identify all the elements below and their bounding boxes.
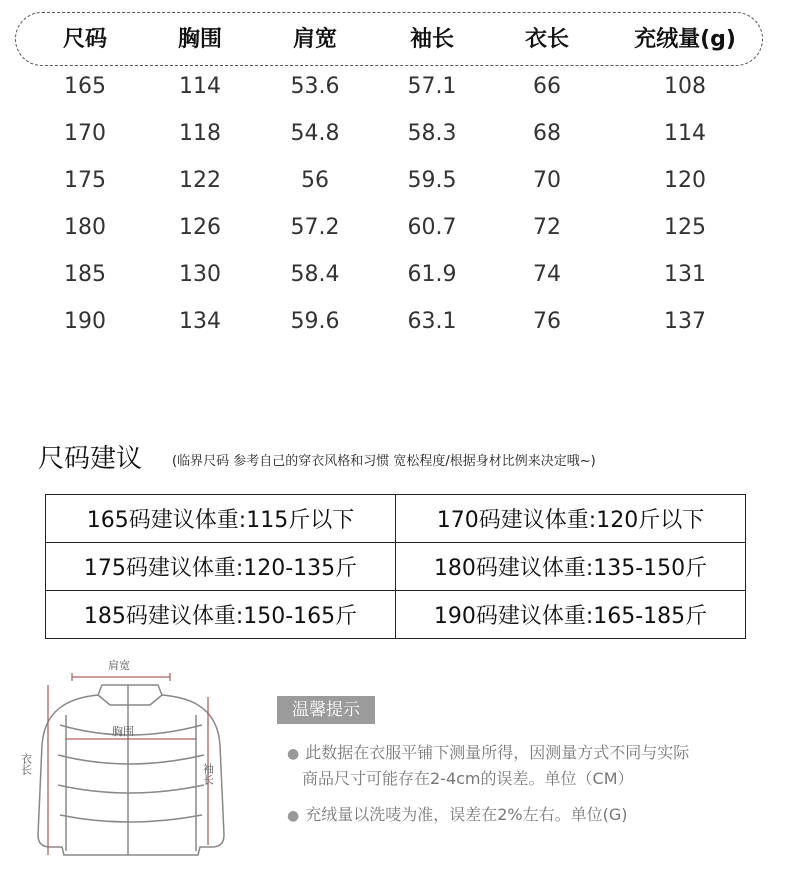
cell-chest: 130 xyxy=(179,262,221,287)
shoulder-label: 肩宽 xyxy=(108,659,130,672)
cell-down-fill: 131 xyxy=(664,262,706,287)
cell-length: 70 xyxy=(533,168,561,193)
recommendation-cell: 185码建议体重:150-165斤 xyxy=(46,591,396,639)
recommendation-note: (临界尺码 参考自己的穿衣风格和习惯 宽松程度/根据身材比例来决定哦~) xyxy=(172,454,596,469)
notice-line-2: 商品尺寸可能存在2-4cm的误差。单位（CM） xyxy=(302,769,634,788)
recommendation-cell: 180码建议体重:135-150斤 xyxy=(396,543,746,591)
cell-sleeve: 59.5 xyxy=(407,168,457,193)
cell-shoulder: 57.2 xyxy=(290,215,340,240)
table-row xyxy=(46,495,746,543)
header-size: 尺码 xyxy=(62,27,107,52)
notice-text: 充绒量以洗唛为准，误差在2%左右。单位(G) xyxy=(305,805,628,824)
header-length: 衣长 xyxy=(524,27,569,52)
cell-shoulder: 53.6 xyxy=(290,74,340,99)
table-row xyxy=(46,591,746,639)
recommendation-cell: 165码建议体重:115斤以下 xyxy=(46,495,396,543)
header-down-fill: 充绒量(g) xyxy=(634,27,736,52)
cell-shoulder: 58.4 xyxy=(290,262,340,287)
length-label: 衣长 xyxy=(20,753,33,775)
header-chest: 胸围 xyxy=(177,27,222,52)
cell-size: 180 xyxy=(64,215,106,240)
table-row xyxy=(46,543,746,591)
cell-length: 76 xyxy=(533,309,561,334)
cell-shoulder: 54.8 xyxy=(290,121,340,146)
cell-chest: 118 xyxy=(179,121,221,146)
cell-down-fill: 108 xyxy=(664,74,706,99)
header-shoulder: 肩宽 xyxy=(292,27,337,52)
notice-line-1 xyxy=(287,740,689,763)
cell-length: 72 xyxy=(533,215,561,240)
cell-chest: 126 xyxy=(179,215,221,240)
recommendation-cell: 190码建议体重:165-185斤 xyxy=(396,591,746,639)
cell-sleeve: 60.7 xyxy=(407,215,457,240)
cell-size: 170 xyxy=(64,121,106,146)
chest-label: 胸围 xyxy=(112,725,134,738)
cell-sleeve: 58.3 xyxy=(407,121,457,146)
cell-chest: 134 xyxy=(179,309,221,334)
puffer-jacket-icon xyxy=(20,655,240,875)
cell-sleeve: 57.1 xyxy=(407,74,457,99)
sleeve-label: 袖长 xyxy=(201,763,215,785)
cell-chest: 114 xyxy=(179,74,221,99)
notice-badge: 温馨提示 xyxy=(277,696,375,724)
cell-size: 190 xyxy=(64,309,106,334)
cell-size: 185 xyxy=(64,262,106,287)
cell-length: 66 xyxy=(533,74,561,99)
recommendation-title: 尺码建议 xyxy=(38,444,143,474)
cell-length: 68 xyxy=(533,121,561,146)
cell-down-fill: 125 xyxy=(664,215,706,240)
cell-down-fill: 120 xyxy=(664,168,706,193)
cell-length: 74 xyxy=(533,262,561,287)
cell-sleeve: 63.1 xyxy=(407,309,457,334)
notice-text: 此数据在衣服平铺下测量所得，因测量方式不同与实际 xyxy=(305,743,690,762)
cell-size: 165 xyxy=(64,74,106,99)
cell-down-fill: 114 xyxy=(664,121,706,146)
header-sleeve: 袖长 xyxy=(409,27,454,52)
cell-down-fill: 137 xyxy=(664,309,706,334)
recommendation-cell: 175码建议体重:120-135斤 xyxy=(46,543,396,591)
recommendation-cell: 170码建议体重:120斤以下 xyxy=(396,495,746,543)
bullet-icon: ● xyxy=(287,746,300,762)
cell-shoulder: 59.6 xyxy=(290,309,340,334)
cell-shoulder: 56 xyxy=(301,168,329,193)
jacket-measurement-diagram xyxy=(20,655,240,875)
cell-chest: 122 xyxy=(179,168,221,193)
cell-sleeve: 61.9 xyxy=(407,262,457,287)
weight-recommendation-table xyxy=(45,494,746,639)
bullet-icon: ● xyxy=(287,808,300,824)
notice-line-3 xyxy=(287,802,628,825)
cell-size: 175 xyxy=(64,168,106,193)
